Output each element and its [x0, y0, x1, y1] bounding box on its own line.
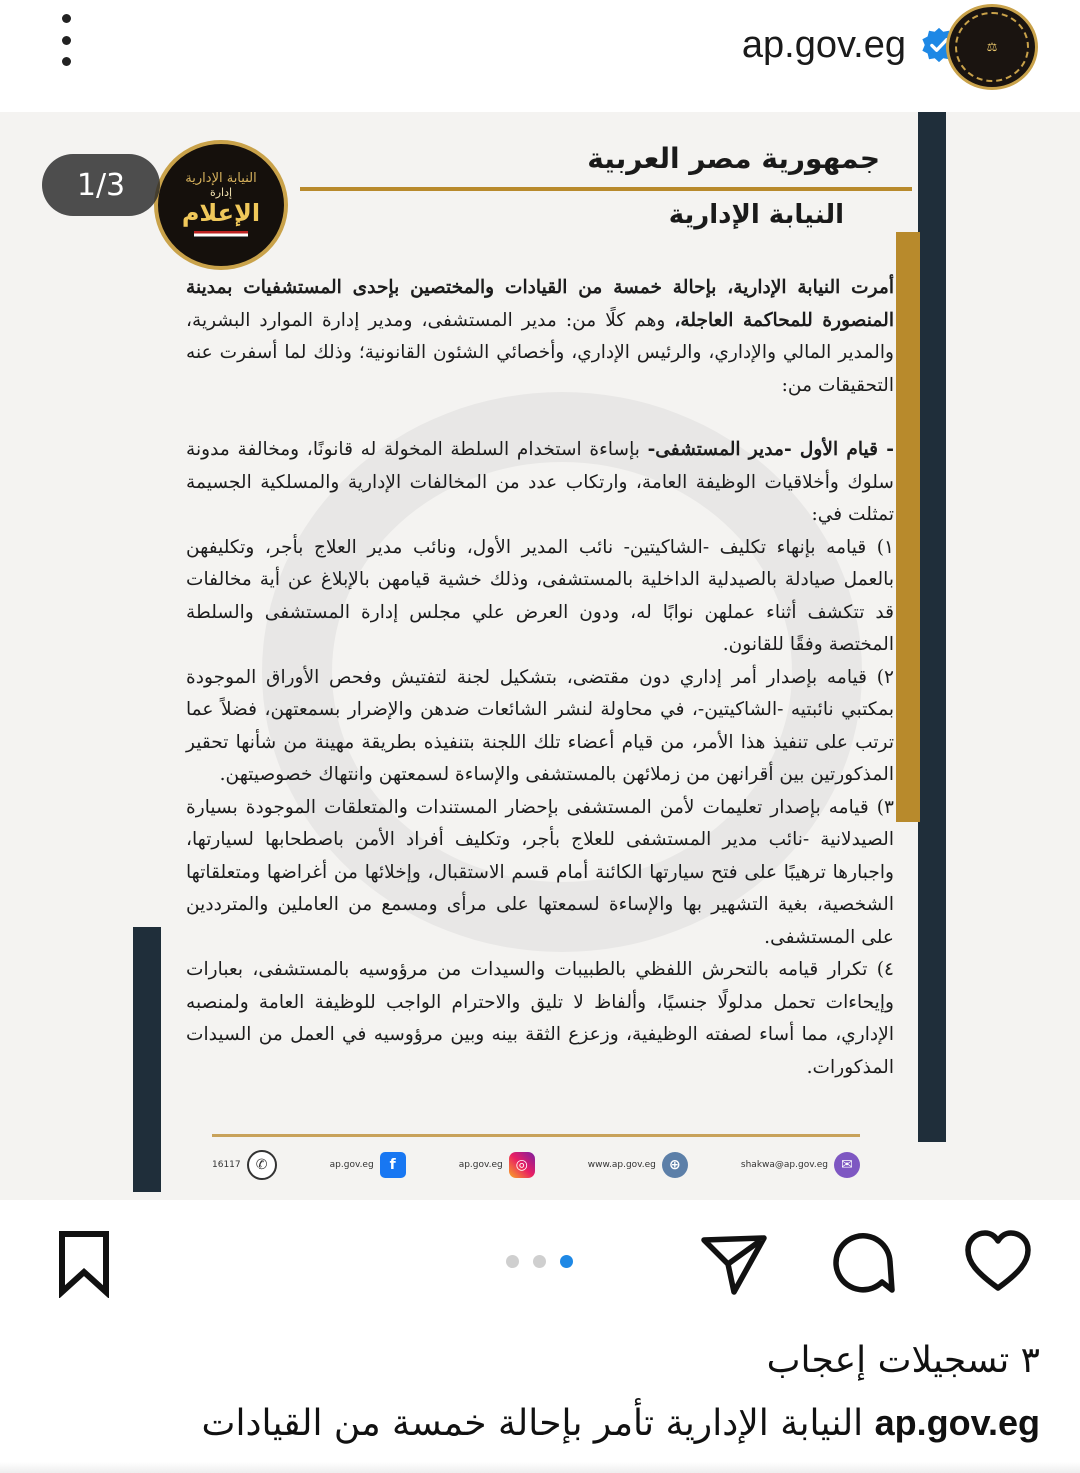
administrative-prosecution-logo-icon: ⚖ — [955, 12, 1029, 82]
instagram-icon: ◎ — [509, 1152, 535, 1178]
account-link[interactable] — [742, 20, 958, 70]
letterhead-agency: النيابة الإدارية — [668, 200, 844, 230]
paragraph: ٤) تكرار قيامه بالتحرش اللفظي بالطبيبات والسيدات من مرؤوسيه بالمستشفى، بعبارات وإيحاءات تحمل مدلولًا جنسيًا، وألفاظ لا تليق والاحترام الواجب للوظيفة العامة ولمنصبه الإداري، مما أساء لصفته الوظيفية، وزعزع الثقة بينه وبين مرؤوسيه في العمل من السيدات المذكورات. — [186, 959, 894, 1078]
letterhead-rule — [300, 187, 912, 191]
paragraph: ٣) قيامه بإصدار تعليمات لأمن المستشفى بإحضار المستندات والمتعلقات الموجودة بسيارة الصيدلانية -نائب مدير المستشفى للعلاج بأجر، وتكليف أفراد الأمن باصطحابها لسيارتها، واجبارها ترهيبًا على فتح سيارتها الكائنة أمام قسم الاستقبال، وإخلائها من أغراضها ومتعلقاتها الشخصية، بغية التشهير بها والإساءة لسمعتها على مرأى ومسمع من العاملين والمترددين على المستشفى. — [186, 796, 894, 948]
bookmark-icon[interactable] — [48, 1226, 120, 1298]
profile-avatar[interactable] — [946, 4, 1038, 90]
email-icon: ✉ — [834, 1152, 860, 1178]
gold-side-bar — [896, 232, 920, 822]
username[interactable]: ap.gov.eg — [741, 23, 906, 66]
heart-icon[interactable] — [962, 1226, 1034, 1298]
phone-icon: ✆ — [247, 1150, 277, 1180]
caption-username[interactable]: ap.gov.eg — [874, 1402, 1040, 1443]
paragraph: أمرت النيابة الإدارية، بإحالة خمسة من القيادات والمختصين بإحدى المستشفيات بمدينة المنصورة للمحاكمة العاجلة، وهم كلًا من: مدير المستشفى، ومدير إدارة الموارد البشرية، والمدير المالي والإداري، والرئيس الإداري، وأخصائي الشئون القانونية؛ وذلك لما أسفرت عنه التحقيقات من: — [186, 277, 894, 396]
more-options-icon[interactable] — [56, 14, 76, 66]
footer-website: www.ap.gov.eg ⊕ — [588, 1152, 688, 1178]
caption-text: النيابة الإدارية تأمر بإحالة خمسة من القيادات — [201, 1403, 864, 1444]
footer-phone: 16117 ✆ — [212, 1150, 277, 1180]
letter-body — [186, 272, 894, 1084]
footer-instagram: ap.gov.eg ◎ — [459, 1152, 535, 1178]
navy-left-bar — [133, 927, 161, 1192]
globe-icon: ⊕ — [662, 1152, 688, 1178]
paragraph: ٢) قيامه بإصدار أمر إداري دون مقتضى، بتشكيل لجنة لتفتيش وفحص الأوراق الموجودة بمكتبي نائبتيه -الشاكيتين-، في محاولة لنشر الشائعات ضدهن والإضرار بسمعتهن، فضلاً عما ترتب على تنفيذ هذا الأمر، من قيام أعضاء تلك اللجنة بتنفيذه بطريقة مهينة من شأنها تحقير المذكورتين بين أقرانهن من زملائهن بالمستشفى والإساءة لسمعتهن وانتهاك خصوصيتهن. — [186, 666, 894, 785]
feed-divider — [0, 1462, 1080, 1473]
media-department-badge: النيابة الإدارية إدارة الإعلام — [154, 140, 288, 270]
paragraph: ١) قيامه بإنهاء تكليف -الشاكيتين- نائب المدير الأول، ونائب مدير العلاج بأجر، وتكليفهن بالعمل صيادلة بالصيدلية الداخلية بالمستشفى، وذلك خشية قيامهن بالإبلاغ عن أية مخالفات قد تتكشف أثناء عملهن نوابًا له، ودون العرض علي مجلس إدارة المستشفى والسلطة المختصة وفقًا للقانون. — [186, 536, 894, 655]
paragraph: - قيام الأول -مدير المستشفى- بإساءة استخدام السلطة المخولة له قانونًا، ومخالفة مدونة سلوك وأخلاقيات الوظيفة العامة، وارتكاب عدد من المخالفات الإدارية والمسلكية الجسيمة تمثلت في: — [186, 439, 894, 525]
carousel-dot — [533, 1255, 546, 1268]
carousel-dot-active — [560, 1255, 573, 1268]
navy-side-bar — [918, 112, 946, 1142]
facebook-icon: f — [380, 1152, 406, 1178]
footer-facebook: ap.gov.eg f — [330, 1152, 406, 1178]
letterhead-country: جمهورية مصر العربية — [587, 142, 880, 175]
letter-footer — [212, 1148, 860, 1182]
footer-email: shakwa@ap.gov.eg ✉ — [741, 1152, 860, 1178]
egypt-flag-icon — [194, 231, 248, 239]
footer-rule — [212, 1134, 860, 1137]
post-caption[interactable] — [202, 1402, 1040, 1444]
carousel-dot — [506, 1255, 519, 1268]
carousel-counter: 1/3 — [42, 154, 160, 216]
like-count[interactable]: ٣ تسجيلات إعجاب — [766, 1340, 1040, 1381]
post-header — [0, 0, 1080, 100]
send-icon[interactable] — [698, 1226, 770, 1298]
post-image[interactable] — [0, 112, 1080, 1200]
comment-icon[interactable] — [828, 1226, 900, 1298]
carousel-indicator — [506, 1255, 573, 1268]
